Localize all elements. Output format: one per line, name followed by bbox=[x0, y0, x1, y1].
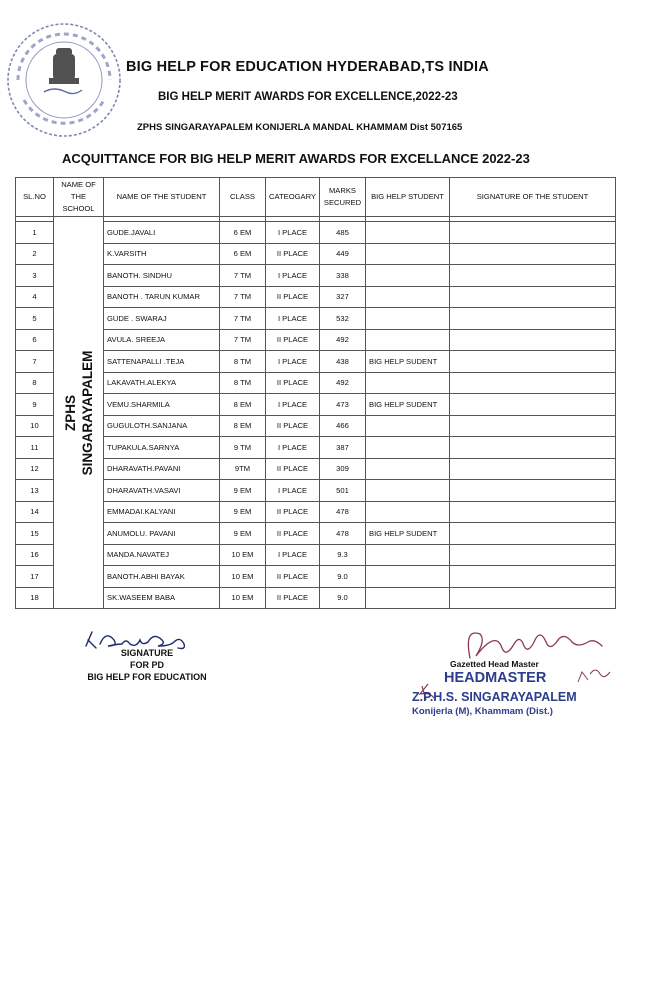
cell-sl-no: 1 bbox=[16, 222, 54, 244]
table-row bbox=[16, 329, 616, 351]
cell-big-help bbox=[366, 222, 450, 244]
stamp-school-name: Z.P.H.S. SINGARAYAPALEM bbox=[412, 690, 577, 704]
cell-marks: 473 bbox=[320, 394, 366, 416]
cell-student-name: BANOTH . TARUN KUMAR bbox=[104, 286, 220, 308]
cell-category: I PLACE bbox=[266, 351, 320, 373]
cell-student-name: EMMADAI.KALYANI bbox=[104, 501, 220, 523]
cell-big-help bbox=[366, 544, 450, 566]
cell-class: 9 EM bbox=[220, 480, 266, 502]
cell-category: II PLACE bbox=[266, 501, 320, 523]
cell-class: 10 EM bbox=[220, 544, 266, 566]
cell-signature bbox=[450, 458, 616, 480]
cell-category: II PLACE bbox=[266, 329, 320, 351]
col-header-sl-no: SL.NO bbox=[16, 178, 54, 217]
cell-big-help bbox=[366, 243, 450, 265]
col-header-marks: MARKS SECURED bbox=[320, 178, 366, 217]
cell-signature bbox=[450, 372, 616, 394]
cell-category: II PLACE bbox=[266, 243, 320, 265]
col-header-school: NAME OF THE SCHOOL bbox=[54, 178, 104, 217]
school-name-line1: ZPHS bbox=[62, 394, 78, 431]
cell-big-help bbox=[366, 265, 450, 287]
cell-big-help: BIG HELP SUDENT bbox=[366, 351, 450, 373]
school-name-vertical bbox=[62, 350, 96, 475]
cell-sl-no: 5 bbox=[16, 308, 54, 330]
cell-marks: 387 bbox=[320, 437, 366, 459]
pd-for-label: FOR PD bbox=[129, 660, 164, 670]
stamp-headmaster: HEADMASTER bbox=[444, 670, 547, 686]
table-row bbox=[16, 222, 616, 244]
cell-signature bbox=[450, 308, 616, 330]
cell-sl-no: 4 bbox=[16, 286, 54, 308]
cell-signature bbox=[450, 394, 616, 416]
cell-signature bbox=[450, 243, 616, 265]
awards-subtitle: BIG HELP MERIT AWARDS FOR EXCELLENCE,2022-23 bbox=[158, 91, 458, 103]
cell-big-help bbox=[366, 458, 450, 480]
cell-student-name: VEMU.SHARMILA bbox=[104, 394, 220, 416]
cell-marks: 478 bbox=[320, 501, 366, 523]
lion-emblem-icon bbox=[49, 48, 79, 84]
cell-marks: 449 bbox=[320, 243, 366, 265]
cell-student-name: MANDA.NAVATEJ bbox=[104, 544, 220, 566]
cell-student-name: LAKAVATH.ALEKYA bbox=[104, 372, 220, 394]
cell-sl-no: 8 bbox=[16, 372, 54, 394]
cell-sl-no: 15 bbox=[16, 523, 54, 545]
table-body bbox=[16, 217, 616, 609]
table-row bbox=[16, 544, 616, 566]
cell-student-name: BANOTH.ABHI BAYAK bbox=[104, 566, 220, 588]
cell-category: II PLACE bbox=[266, 458, 320, 480]
cell-sl-no: 17 bbox=[16, 566, 54, 588]
cell-signature bbox=[450, 544, 616, 566]
school-name-line2: SINGARAYAPALEM bbox=[79, 350, 95, 475]
cell-class: 8 TM bbox=[220, 351, 266, 373]
cell-sl-no: 7 bbox=[16, 351, 54, 373]
cell-big-help bbox=[366, 415, 450, 437]
cell-category: II PLACE bbox=[266, 286, 320, 308]
cell-marks: 438 bbox=[320, 351, 366, 373]
cell-class: 8 EM bbox=[220, 415, 266, 437]
cell-big-help bbox=[366, 286, 450, 308]
table-row bbox=[16, 265, 616, 287]
cell-sl-no: 18 bbox=[16, 587, 54, 609]
cell-marks: 9.0 bbox=[320, 587, 366, 609]
table-header-row bbox=[16, 178, 616, 217]
cell-class: 7 TM bbox=[220, 308, 266, 330]
cell-signature bbox=[450, 265, 616, 287]
pd-organisation-label: BIG HELP FOR EDUCATION bbox=[87, 672, 207, 682]
cell-marks: 478 bbox=[320, 523, 366, 545]
cell-signature bbox=[450, 587, 616, 609]
cell-student-name: GUDE . SWARAJ bbox=[104, 308, 220, 330]
cell-sl-no: 12 bbox=[16, 458, 54, 480]
cell-student-name: BANOTH. SINDHU bbox=[104, 265, 220, 287]
cell-signature bbox=[450, 329, 616, 351]
cell-big-help bbox=[366, 308, 450, 330]
cell-class: 7 TM bbox=[220, 286, 266, 308]
table-row bbox=[16, 501, 616, 523]
cell-marks: 9.3 bbox=[320, 544, 366, 566]
cell-student-name: SATTENAPALLI .TEJA bbox=[104, 351, 220, 373]
cell-category: I PLACE bbox=[266, 437, 320, 459]
stamp-location: Konijerla (M), Khammam (Dist.) bbox=[412, 706, 553, 717]
cell-sl-no: 14 bbox=[16, 501, 54, 523]
cell-class: 6 EM bbox=[220, 243, 266, 265]
cell-student-name: DHARAVATH.VASAVI bbox=[104, 480, 220, 502]
table-row bbox=[16, 308, 616, 330]
cell-student-name: AVULA. SREEJA bbox=[104, 329, 220, 351]
cell-marks: 338 bbox=[320, 265, 366, 287]
cell-signature bbox=[450, 501, 616, 523]
pd-signature-block bbox=[62, 647, 232, 683]
cell-signature bbox=[450, 351, 616, 373]
cell-student-name: TUPAKULA.SARNYA bbox=[104, 437, 220, 459]
cell-student-name: GUGULOTH.SANJANA bbox=[104, 415, 220, 437]
col-header-class: CLASS bbox=[220, 178, 266, 217]
organisation-title: BIG HELP FOR EDUCATION HYDERABAD,TS INDIA bbox=[126, 59, 489, 75]
cell-class: 7 TM bbox=[220, 329, 266, 351]
cell-big-help: BIG HELP SUDENT bbox=[366, 394, 450, 416]
school-name-cell bbox=[54, 217, 104, 609]
acquittance-table bbox=[15, 177, 616, 609]
cell-marks: 492 bbox=[320, 372, 366, 394]
table-row bbox=[16, 480, 616, 502]
col-header-student: NAME OF THE STUDENT bbox=[104, 178, 220, 217]
table-row bbox=[16, 351, 616, 373]
cell-sl-no: 9 bbox=[16, 394, 54, 416]
col-header-signature: SIGNATURE OF THE STUDENT bbox=[450, 178, 616, 217]
cell-signature bbox=[450, 437, 616, 459]
cell-category: II PLACE bbox=[266, 587, 320, 609]
school-seal bbox=[4, 20, 124, 140]
gazetted-head-master-label: Gazetted Head Master bbox=[450, 659, 539, 669]
table-row bbox=[16, 437, 616, 459]
col-header-category: CATEOGARY bbox=[266, 178, 320, 217]
cell-class: 10 EM bbox=[220, 566, 266, 588]
cell-sl-no: 3 bbox=[16, 265, 54, 287]
cell-marks: 532 bbox=[320, 308, 366, 330]
headmaster-stamp bbox=[412, 670, 632, 717]
cell-sl-no: 16 bbox=[16, 544, 54, 566]
cell-category: I PLACE bbox=[266, 480, 320, 502]
cell-signature bbox=[450, 480, 616, 502]
cell-class: 8 EM bbox=[220, 394, 266, 416]
cell-sl-no: 6 bbox=[16, 329, 54, 351]
cell-class: 9 EM bbox=[220, 501, 266, 523]
table-row bbox=[16, 587, 616, 609]
cell-marks: 327 bbox=[320, 286, 366, 308]
cell-student-name: ANUMOLU. PAVANI bbox=[104, 523, 220, 545]
cell-signature bbox=[450, 286, 616, 308]
cell-big-help bbox=[366, 329, 450, 351]
cell-marks: 485 bbox=[320, 222, 366, 244]
cell-marks: 309 bbox=[320, 458, 366, 480]
cell-big-help bbox=[366, 587, 450, 609]
cell-signature bbox=[450, 523, 616, 545]
table-row bbox=[16, 566, 616, 588]
cell-sl-no: 13 bbox=[16, 480, 54, 502]
table-row bbox=[16, 458, 616, 480]
cell-category: I PLACE bbox=[266, 544, 320, 566]
cell-category: II PLACE bbox=[266, 566, 320, 588]
cell-class: 9 EM bbox=[220, 523, 266, 545]
cell-category: II PLACE bbox=[266, 372, 320, 394]
table-row bbox=[16, 243, 616, 265]
cell-student-name: DHARAVATH.PAVANI bbox=[104, 458, 220, 480]
cell-marks: 466 bbox=[320, 415, 366, 437]
cell-signature bbox=[450, 566, 616, 588]
cell-class: 9 TM bbox=[220, 437, 266, 459]
cell-big-help bbox=[366, 501, 450, 523]
cell-category: II PLACE bbox=[266, 523, 320, 545]
cell-sl-no: 10 bbox=[16, 415, 54, 437]
cell-student-name: GUDE.JAVALI bbox=[104, 222, 220, 244]
cell-category: I PLACE bbox=[266, 308, 320, 330]
cell-student-name: SK.WASEEM BABA bbox=[104, 587, 220, 609]
cell-big-help: BIG HELP SUDENT bbox=[366, 523, 450, 545]
table-row bbox=[16, 415, 616, 437]
acquittance-heading: ACQUITTANCE FOR BIG HELP MERIT AWARDS FOR EXCELLANCE 2022-23 bbox=[62, 151, 530, 166]
table-row bbox=[16, 394, 616, 416]
cell-class: 10 EM bbox=[220, 587, 266, 609]
cell-signature bbox=[450, 415, 616, 437]
cell-marks: 501 bbox=[320, 480, 366, 502]
cell-student-name: K.VARSITH bbox=[104, 243, 220, 265]
table-row bbox=[16, 372, 616, 394]
school-address: ZPHS SINGARAYAPALEM KONIJERLA MANDAL KHAMMAM Dist 507165 bbox=[137, 122, 463, 133]
cell-signature bbox=[450, 222, 616, 244]
cell-category: II PLACE bbox=[266, 415, 320, 437]
cell-big-help bbox=[366, 480, 450, 502]
table-row bbox=[16, 286, 616, 308]
cell-category: I PLACE bbox=[266, 265, 320, 287]
cell-sl-no: 11 bbox=[16, 437, 54, 459]
cell-marks: 492 bbox=[320, 329, 366, 351]
cell-big-help bbox=[366, 566, 450, 588]
cell-class: 9TM bbox=[220, 458, 266, 480]
cell-big-help bbox=[366, 372, 450, 394]
cell-big-help bbox=[366, 437, 450, 459]
cell-sl-no: 2 bbox=[16, 243, 54, 265]
cell-marks: 9.0 bbox=[320, 566, 366, 588]
cell-class: 8 TM bbox=[220, 372, 266, 394]
col-header-big-help: BIG HELP STUDENT bbox=[366, 178, 450, 217]
cell-class: 7 TM bbox=[220, 265, 266, 287]
cell-class: 6 EM bbox=[220, 222, 266, 244]
table-row bbox=[16, 523, 616, 545]
cell-category: I PLACE bbox=[266, 394, 320, 416]
cell-category: I PLACE bbox=[266, 222, 320, 244]
pd-signature-label: SIGNATURE bbox=[120, 648, 174, 658]
